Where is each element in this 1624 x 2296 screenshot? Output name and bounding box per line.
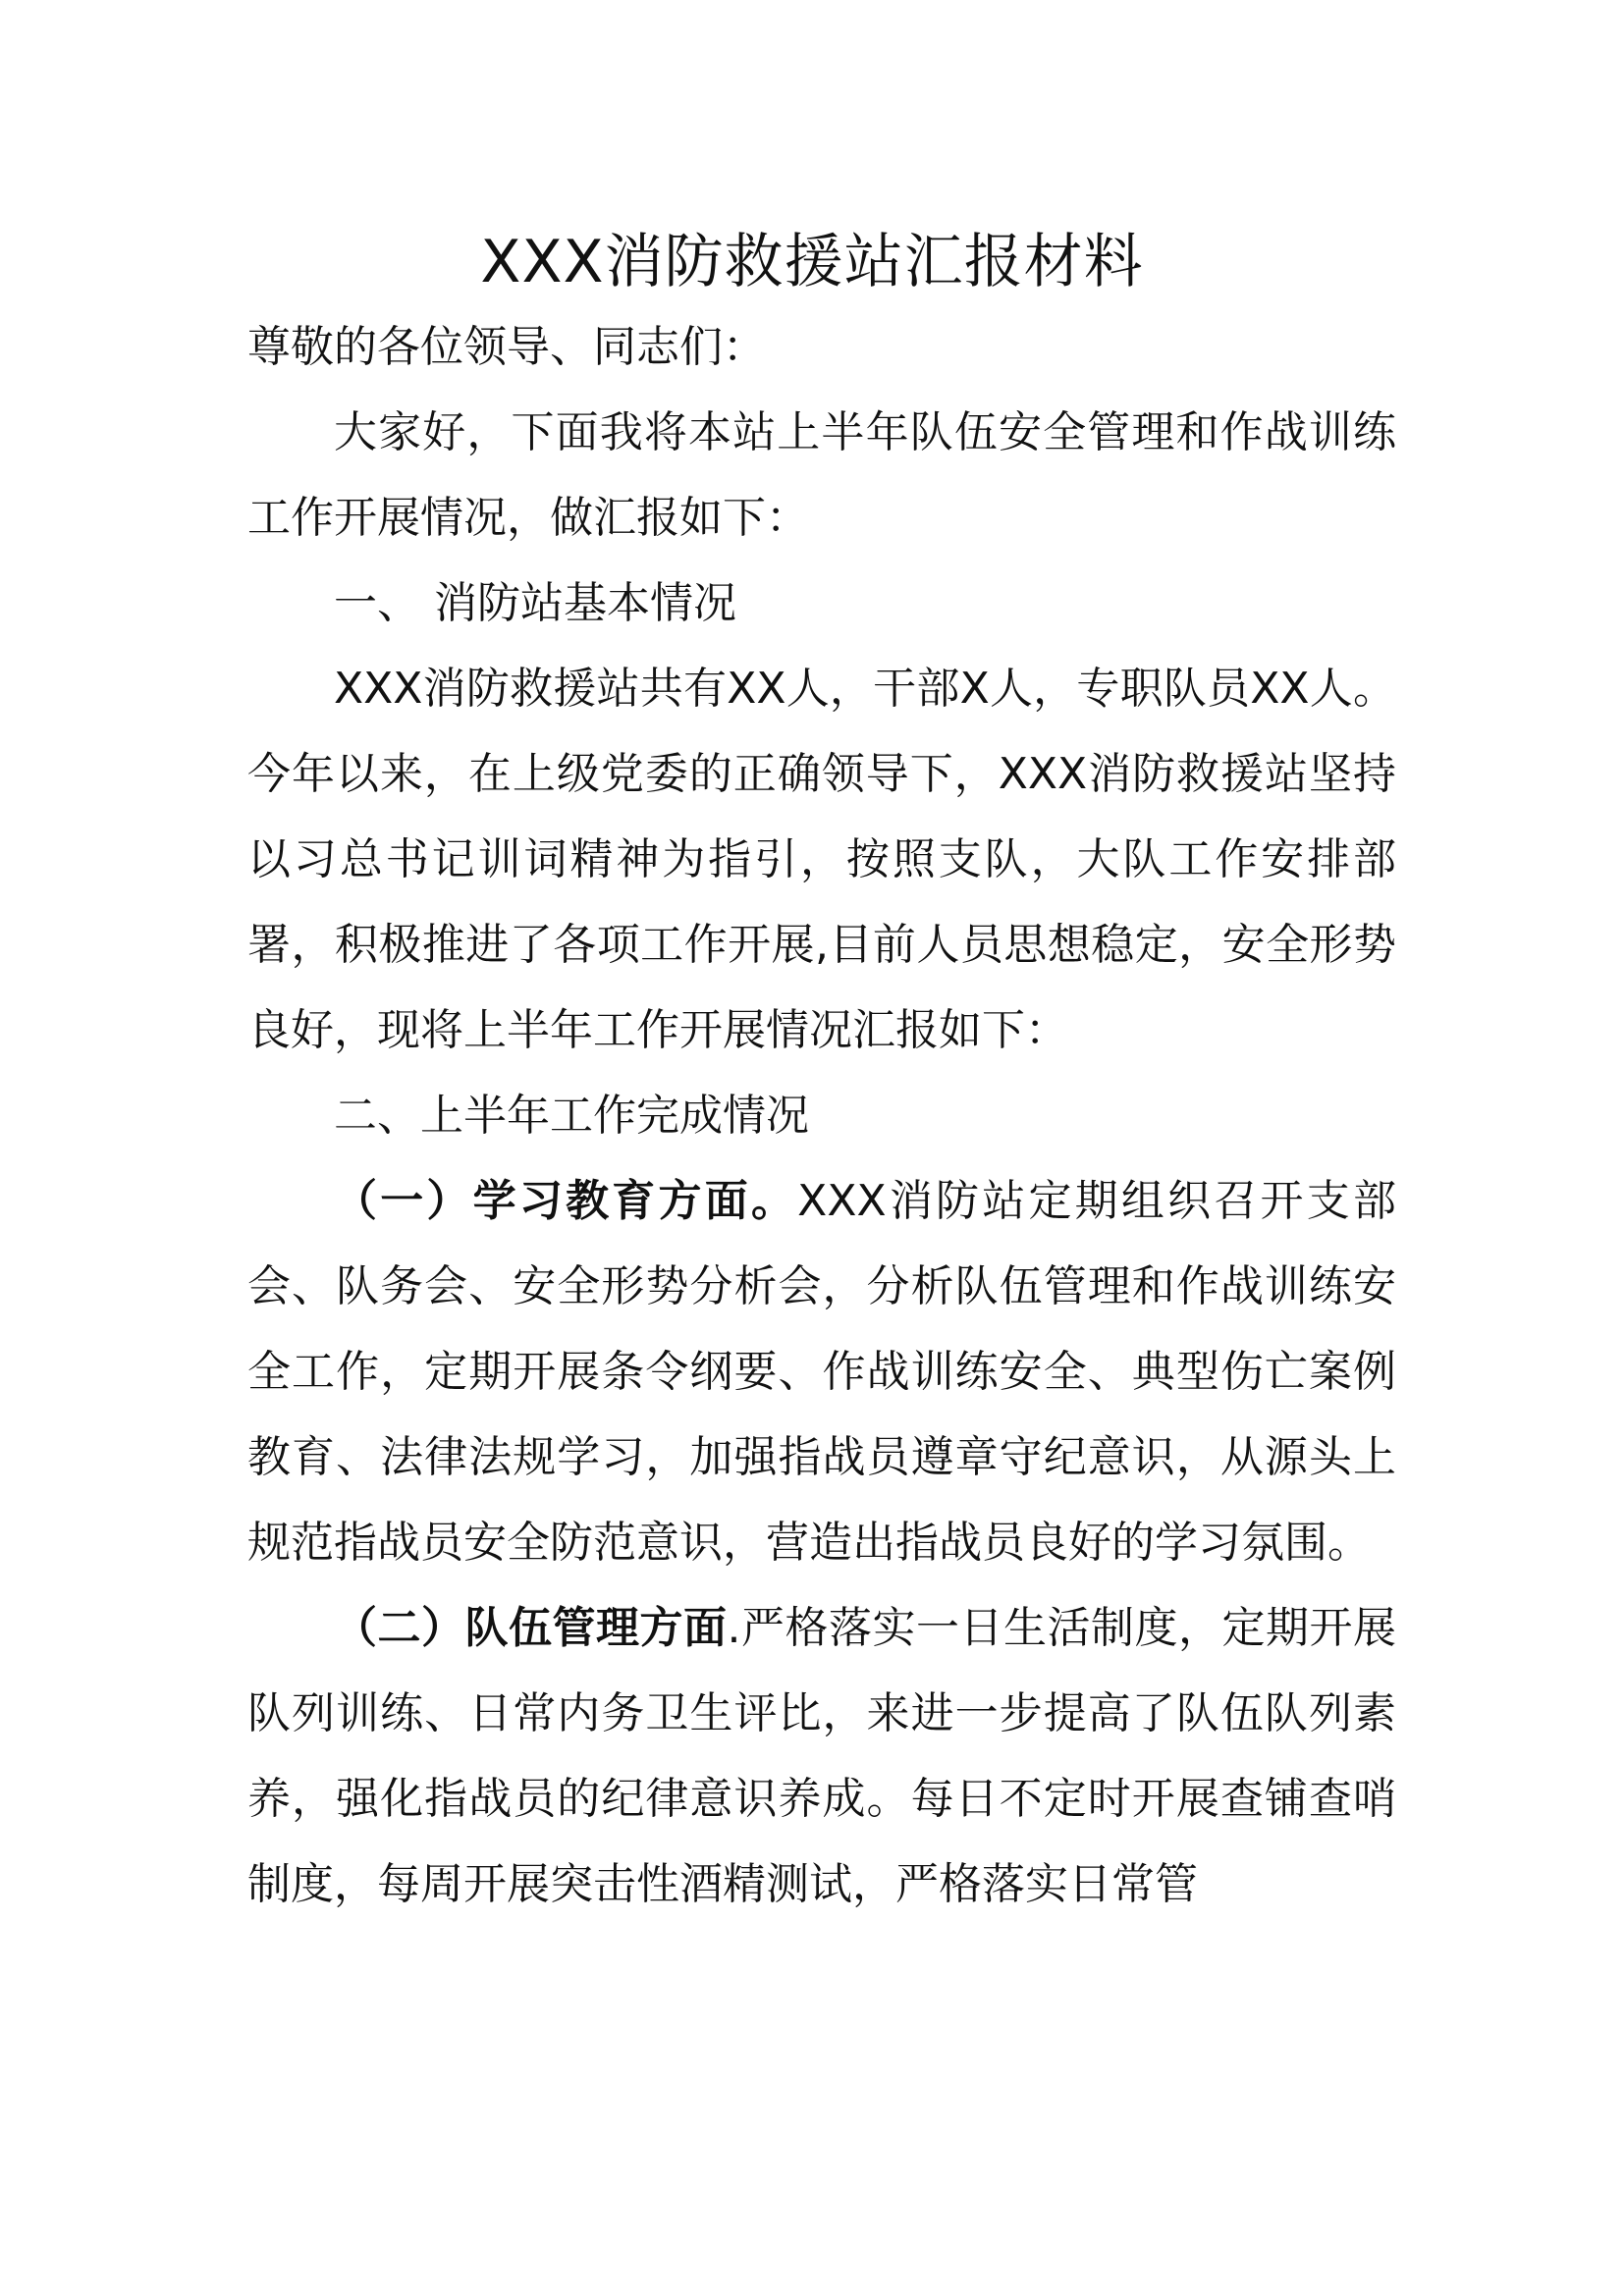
item-1-paragraph bbox=[247, 1158, 1396, 1585]
item-1-text: XXX消防站定期组织召开支部会、队务会、安全形势分析会，分析队伍管理和作战训练安全工作，定期开展条令纲要、作战训练安全、典型伤亡案例教育、法律法规学习，加强指战员遵章守纪意识，从源头上规范指战员安全防范意识，营造出指战员良好的学习氛围。 bbox=[247, 1176, 1396, 1568]
item-2-text: .严格落实一日生活制度，定期开展队列训练、日常内务卫生评比，来进一步提高了队伍队列素养，强化指战员的纪律意识养成。每日不定时开展查铺查哨制度，每周开展突击性酒精测试，严格落实日常管 bbox=[247, 1603, 1396, 1909]
document-body bbox=[247, 304, 1396, 1927]
item-2-paragraph bbox=[247, 1585, 1396, 1927]
intro-paragraph: 大家好，下面我将本站上半年队伍安全管理和作战训练工作开展情况，做汇报如下： bbox=[247, 407, 1396, 543]
item-1-heading: （一）学习教育方面。 bbox=[334, 1176, 798, 1226]
item-2-heading: （二）队伍管理方面 bbox=[334, 1603, 728, 1653]
section-2-heading: 二、上半年工作完成情况 bbox=[334, 1091, 809, 1141]
section-1-paragraph: XXX消防救援站共有XX人，干部X人，专职队员XX人。今年以来，在上级党委的正确领导下，XXX消防救援站坚持以习总书记训词精神为指引，按照支队，大队工作安排部署，积极推进了各项工作开展,目前人员思想稳定，安全形势良好，现将上半年工作开展情况汇报如下： bbox=[247, 664, 1396, 1055]
section-1-heading: 一、 消防站基本情况 bbox=[334, 578, 736, 628]
document-title: XXX消防救援站汇报材料 bbox=[480, 228, 1144, 296]
salutation: 尊敬的各位领导、同志们： bbox=[247, 322, 766, 372]
